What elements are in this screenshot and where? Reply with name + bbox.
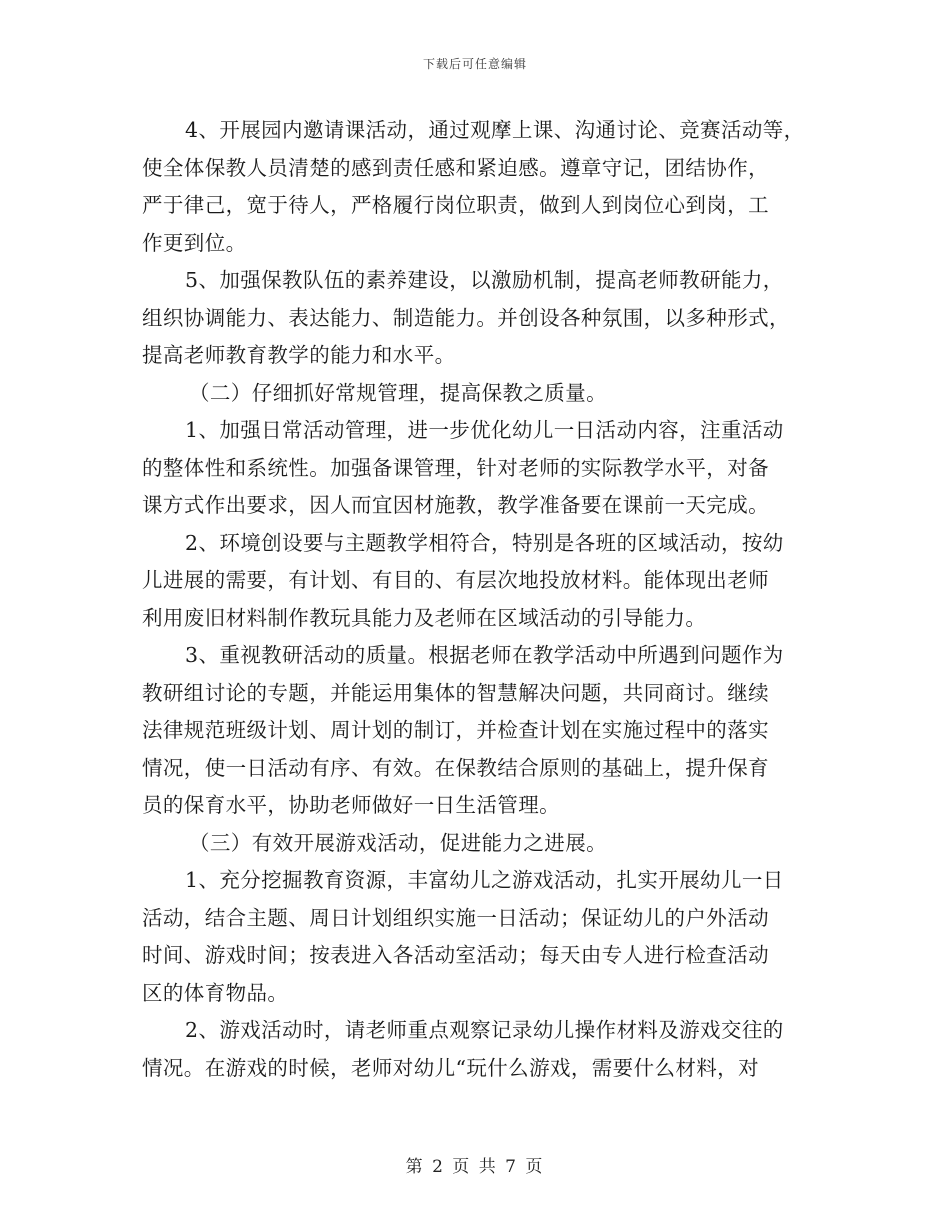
paragraph-line: 4、开展园内邀请课活动，通过观摩上课、沟通讨论、竞赛活动等， [185, 118, 805, 142]
paragraph-line: 2、游戏活动时，请老师重点观察记录幼儿操作材料及游戏交往的 [185, 1018, 784, 1042]
paragraph-line: 利用废旧材料制作教玩具能力及老师在区域活动的引导能力。 [142, 605, 707, 630]
paragraph-line: 情况。在游戏的时候，老师对幼儿“玩什么游戏，需要什么材料，对 [142, 1055, 759, 1080]
paragraph-line: 区的体育物品。 [142, 980, 289, 1005]
paragraph-line: 5、加强保教队伍的素养建设，以激励机制，提高老师教研能力， [185, 268, 784, 292]
paragraph-line: 时间、游戏时间；按表进入各活动室活动；每天由专人进行检查活动 [142, 943, 769, 967]
paragraph-line: 组织协调能力、表达能力、制造能力。并创设各种氛围，以多种形式， [142, 305, 790, 330]
paragraph-line: 儿进展的需要，有计划、有目的、有层次地投放材料。能体现出老师 [142, 568, 769, 592]
paragraph-line: 情况，使一日活动有序、有效。在保教结合原则的基础上，提升保育 [142, 755, 769, 780]
paragraph-line: 作更到位。 [142, 230, 247, 255]
paragraph-line: 活动，结合主题、周日计划组织实施一日活动；保证幼儿的户外活动 [142, 905, 769, 930]
paragraph-line: 的整体性和系统性。加强备课管理，针对老师的实际教学水平，对备 [142, 455, 769, 480]
paragraph-line: 员的保育水平，协助老师做好一日生活管理。 [142, 793, 560, 817]
page-number-footer: 第 2 页 共 7 页 [405, 1157, 545, 1177]
header-note: 下载后可任意编辑 [422, 57, 527, 71]
section-heading: （三）有效开展游戏活动，促进能力之进展。 [189, 830, 607, 855]
paragraph-line: 3、重视教研活动的质量。根据老师在教学活动中所遇到问题作为 [185, 643, 784, 667]
body-text [142, 112, 814, 1087]
paragraph-line: 1、加强日常活动管理，进一步优化幼儿一日活动内容，注重活动 [185, 418, 784, 442]
paragraph-line: 法律规范班级计划、周计划的制订，并检查计划在实施过程中的落实 [142, 718, 769, 742]
paragraph-line: 课方式作出要求，因人而宜因材施教，教学准备要在课前一天完成。 [142, 493, 769, 517]
paragraph-line: 教研组讨论的专题，并能运用集体的智慧解决问题，共同商讨。继续 [142, 680, 769, 705]
paragraph-line: 严于律己，宽于待人，严格履行岗位职责，做到人到岗位心到岗，工 [142, 193, 769, 217]
paragraph-line: 2、环境创设要与主题教学相符合，特别是各班的区域活动，按幼 [185, 530, 784, 555]
paragraph-line: 使全体保教人员清楚的感到责任感和紧迫感。遵章守记，团结协作， [142, 155, 769, 180]
paragraph-line: 1、充分挖掘教育资源，丰富幼儿之游戏活动，扎实开展幼儿一日 [185, 868, 784, 892]
paragraph-line: 提高老师教育教学的能力和水平。 [142, 343, 456, 367]
section-heading: （二）仔细抓好常规管理，提高保教之质量。 [189, 380, 607, 405]
